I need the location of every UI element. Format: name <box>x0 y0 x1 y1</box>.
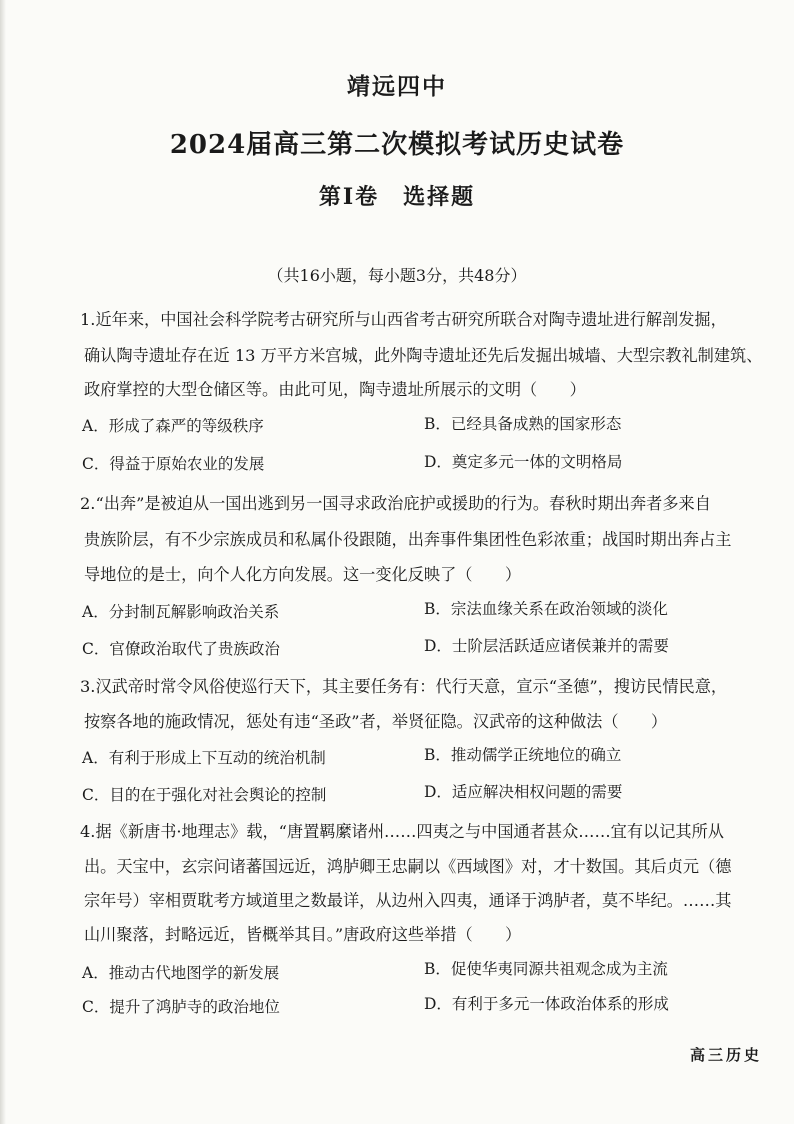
page-footer: 高三历史 <box>690 1046 763 1064</box>
question-text-line: 导地位的是士，向个人化方向发展。这一变化反映了（ ） <box>84 565 522 584</box>
option-b: B．推动儒学正统地位的确立 <box>424 746 622 764</box>
option-b: B．已经具备成熟的国家形态 <box>424 415 622 433</box>
option-d: D．士阶层活跃适应诸侯兼并的需要 <box>424 637 669 655</box>
option-d: D．有利于多元一体政治体系的形成 <box>424 995 669 1013</box>
option-a: A．形成了森严的等级秩序 <box>82 417 264 435</box>
school-name: 靖远四中 <box>347 73 447 100</box>
question-text-line: 2.“出奔”是被迫从一国出逃到另一国寻求政治庇护或援助的行为。春秋时期出奔者多来自 <box>80 494 711 513</box>
question-text-line: 出。天宝中，玄宗问诸蕃国远近，鸿胪卿王忠嗣以《西域图》对，才十数国。其后贞元（德 <box>84 857 732 876</box>
option-c: C．得益于原始农业的发展 <box>82 455 265 473</box>
question-text-line: 4.据《新唐书·地理志》载，“唐置羁縻诸州……四夷之与中国通者甚众……宜有以记其所从 <box>80 822 724 841</box>
question-text-line: 1.近年来，中国社会科学院考古研究所与山西省考古研究所联合对陶寺遗址进行解剖发掘， <box>80 310 727 329</box>
option-c: C．目的在于强化对社会舆论的控制 <box>82 786 327 804</box>
question-text-line: 贵族阶层，有不少宗族成员和私属仆役跟随，出奔事件集团性色彩浓重；战国时期出奔占主 <box>84 530 732 549</box>
question-text-line: 宗年号）宰相贾耽考方域道里之数最详，从边州入四夷，通译于鸿胪者，莫不毕纪。……其 <box>84 891 732 910</box>
option-c: C．官僚政治取代了贵族政治 <box>82 640 280 658</box>
option-d: D．奠定多元一体的文明格局 <box>424 453 623 471</box>
section-note: （共16小题，每小题3分，共48分） <box>267 266 527 285</box>
exam-title: 2024届高三第二次模拟考试历史试卷 <box>169 130 625 160</box>
option-b: B．促使华夷同源共祖观念成为主流 <box>424 960 668 978</box>
option-a: A．有利于形成上下互动的统治机制 <box>82 749 326 767</box>
question-text-line: 山川聚落，封略远近，皆概举其目。”唐政府这些举措（ ） <box>84 925 522 944</box>
scan-edge-shadow <box>0 0 6 1124</box>
question-text-line: 3.汉武帝时常令风俗使巡行天下，其主要任务有：代行天意，宣示“圣德”，搜访民情民意， <box>80 677 728 696</box>
option-d: D．适应解决相权问题的需要 <box>424 783 623 801</box>
question-text-line: 确认陶寺遗址存在近 13 万平方米宫城，此外陶寺遗址还先后发掘出城墙、大型宗教礼制建筑、 <box>84 346 763 365</box>
option-a: A．推动古代地图学的新发展 <box>82 964 280 982</box>
question-text-line: 政府掌控的大型仓储区等。由此可见，陶寺遗址所展示的文明（ ） <box>84 380 586 399</box>
question-text-line: 按察各地的施政情况，惩处有违“圣政”者，举贤征隐。汉武帝的这种做法（ ） <box>84 712 668 731</box>
option-b: B．宗法血缘关系在政治领域的淡化 <box>424 600 668 618</box>
option-c: C．提升了鸿胪寺的政治地位 <box>82 998 280 1016</box>
section-title: 第Ⅰ卷 选择题 <box>318 184 476 210</box>
option-a: A．分封制瓦解影响政治关系 <box>82 603 280 621</box>
